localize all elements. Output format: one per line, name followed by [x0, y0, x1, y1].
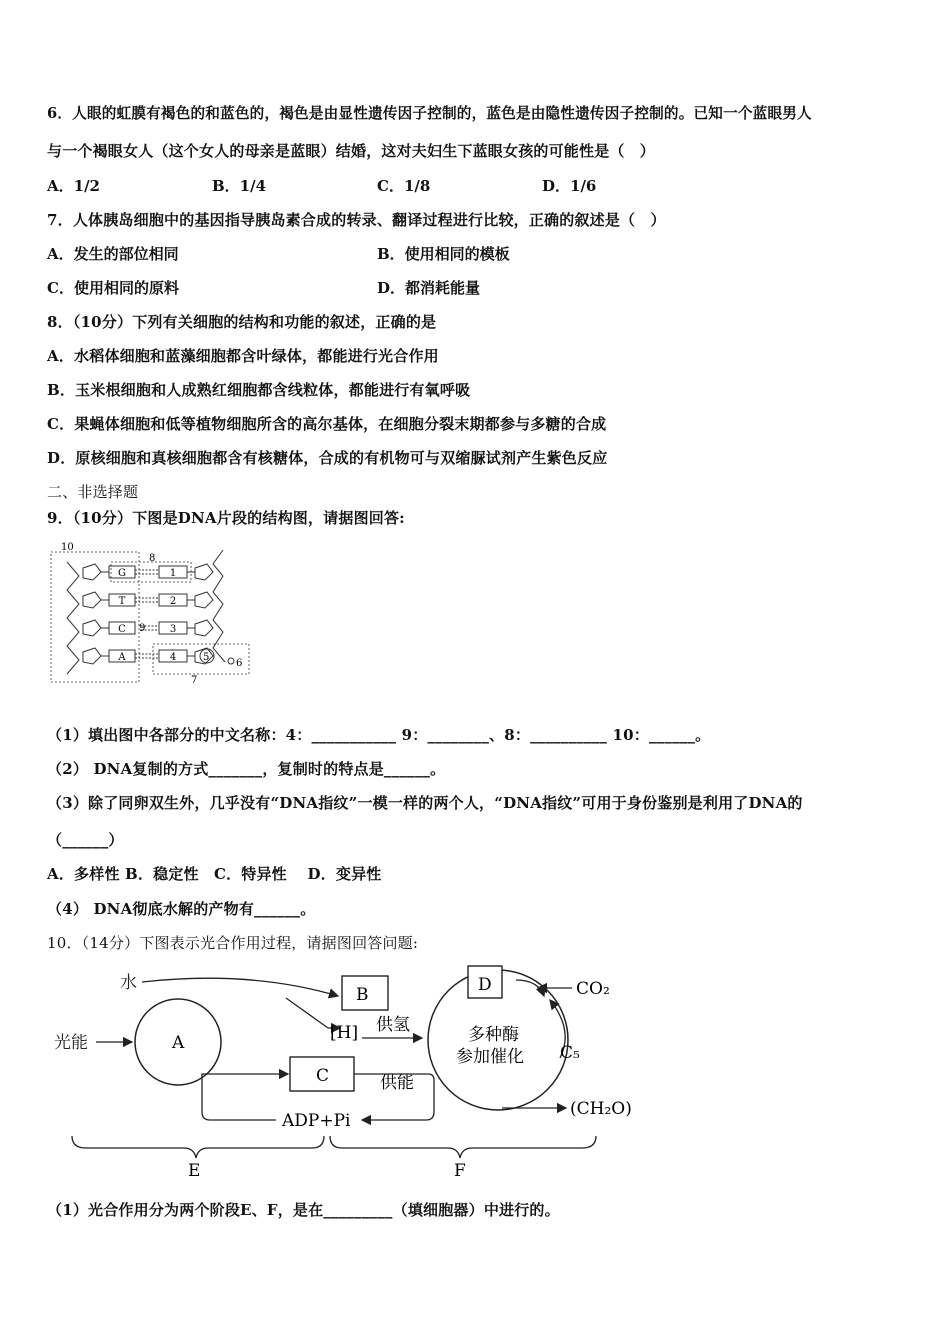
dna-label-7: 7 [191, 675, 198, 686]
label-ch2o: (CH₂O) [570, 1099, 632, 1119]
dna-base-left: A [118, 652, 126, 663]
dna-label-6: 6 [236, 658, 243, 669]
dna-base-right: 2 [169, 596, 177, 607]
dna-label-8: 8 [149, 553, 156, 564]
label-enzyme-1: 多种酶 [468, 1025, 519, 1045]
q9-sub3-line1: （3）除了同卵双生外，几乎没有“DNA指纹”一模一样的两个人，“DNA指纹”可用于身份鉴别是利用了DNA的 [47, 794, 803, 812]
q6-option-d: D．1/6 [542, 177, 597, 195]
label-d: D [478, 975, 492, 995]
q7-option-d: D．都消耗能量 [377, 279, 481, 297]
dna-label-9: 9 [139, 623, 146, 634]
label-co2: CO₂ [576, 979, 610, 999]
dna-base-left: G [118, 568, 126, 579]
q9-sub3-line2: （______） [47, 831, 124, 849]
label-c5: C₅ [560, 1043, 580, 1063]
section-heading: 二、非选择题 [47, 483, 139, 501]
q8-option-c: C．果蝇体细胞和低等植物细胞所含的高尔基体，在细胞分裂末期都参与多糖的合成 [47, 415, 607, 433]
dna-label-5: 5 [203, 652, 210, 663]
dna-structure-figure [45, 540, 255, 688]
q6-stem-line2: 与一个褐眼女人（这个女人的母亲是蓝眼）结婚，这对夫妇生下蓝眼女孩的可能性是（ ） [47, 142, 656, 160]
q8-option-b: B．玉米根细胞和人成熟红细胞都含线粒体，都能进行有氧呼吸 [47, 381, 471, 399]
q8-option-a: A．水稻体细胞和蓝藻细胞都含叶绿体，都能进行光合作用 [47, 347, 439, 365]
q7-stem: 7．人体胰岛细胞中的基因指导胰岛素合成的转录、翻译过程进行比较，正确的叙述是（ ） [47, 211, 666, 229]
dna-label-10: 10 [61, 542, 74, 553]
label-adp: ADP+Pi [282, 1111, 351, 1131]
q10-stem: 10．（14分）下图表示光合作用过程，请据图回答问题: [47, 934, 419, 952]
q9-stem: 9．（10分）下图是DNA片段的结构图，请据图回答: [47, 509, 405, 527]
label-f: F [454, 1161, 466, 1180]
q7-option-c: C．使用相同的原料 [47, 279, 179, 297]
dna-base-right: 3 [169, 624, 177, 635]
q9-sub4: （4） DNA彻底水解的产物有______。 [47, 900, 316, 918]
q6-option-c: C．1/8 [377, 177, 431, 195]
label-supply-h: 供氢 [376, 1015, 410, 1035]
photosynthesis-figure [50, 960, 650, 1180]
dna-base-right: 4 [169, 652, 177, 663]
q6-option-a: A．1/2 [47, 177, 100, 195]
dna-base-left: C [118, 624, 126, 635]
q6-option-b: B．1/4 [212, 177, 267, 195]
q9-sub1: （1）填出图中各部分的中文名称：4：___________ 9：________、8：__________ 10：______。 [47, 726, 711, 744]
q7-option-b: B．使用相同的模板 [377, 245, 510, 263]
q9-sub2: （2） DNA复制的方式_______，复制时的特点是______。 [47, 760, 446, 778]
q7-option-a: A．发生的部位相同 [47, 245, 179, 263]
label-b: B [356, 985, 369, 1005]
label-a: A [172, 1033, 185, 1053]
label-enzyme-2: 参加催化 [456, 1047, 524, 1067]
q8-stem: 8．（10分）下列有关细胞的结构和功能的叙述，正确的是 [47, 313, 437, 331]
q10-sub1: （1）光合作用分为两个阶段E、F，是在_________（填细胞器）中进行的。 [47, 1201, 560, 1219]
label-h: [H] [330, 1023, 359, 1043]
dna-base-right: 1 [169, 568, 177, 579]
q8-option-d: D．原核细胞和真核细胞都含有核糖体，合成的有机物可与双缩脲试剂产生紫色反应 [47, 449, 608, 467]
label-c: C [316, 1066, 330, 1086]
label-e: E [188, 1161, 201, 1180]
label-water: 水 [120, 973, 137, 993]
label-light: 光能 [54, 1033, 88, 1053]
dna-base-left: T [118, 596, 126, 607]
q9-sub3-options: A．多样性 B．稳定性 C．特异性 D．变异性 [47, 865, 382, 883]
q6-stem-line1: 6．人眼的虹膜有褐色的和蓝色的，褐色是由显性遗传因子控制的，蓝色是由隐性遗传因子控制的。已知一个蓝眼男人 [47, 105, 812, 122]
label-supply-energy: 供能 [380, 1073, 414, 1093]
